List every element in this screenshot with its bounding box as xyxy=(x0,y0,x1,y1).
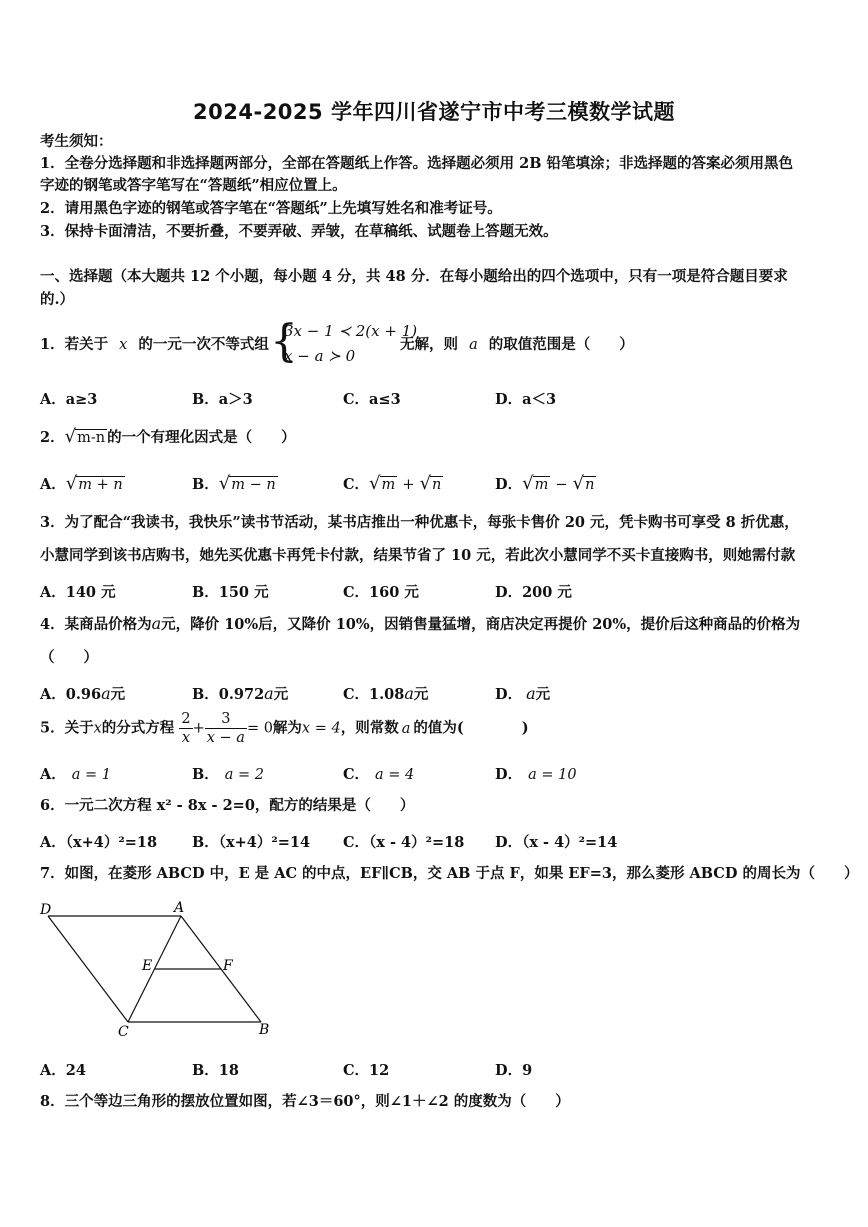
q4-option-c-label: C．1.08 xyxy=(343,686,405,703)
q4-option-c-unit: 元 xyxy=(413,686,429,703)
q7-option-a: A．24 xyxy=(40,1062,86,1079)
q4-option-c-var: a xyxy=(404,684,414,703)
q1-stem xyxy=(40,335,269,355)
q5-solution: x = 4 xyxy=(301,720,341,737)
q1-brace: { xyxy=(270,316,298,367)
q5-option-d-value: a = 10 xyxy=(528,767,577,783)
q5-option-b-value: a = 2 xyxy=(224,767,265,783)
q1-option-b: B．a＞3 xyxy=(192,391,253,408)
q1-system-row1: 3x − 1 ≺ 2(x + 1) xyxy=(284,322,418,340)
q5-fraction-2 xyxy=(205,710,247,747)
q3-stem-cont: 小慧同学到该书店购书，她先买优惠卡再凭卡付款，结果节省了 10 元，若此次小慧同学不买卡直接购书，则她需付款 xyxy=(40,547,796,564)
q2-option-a-label: A． xyxy=(40,476,66,493)
q2-option-c-radicand-1: m xyxy=(381,477,396,493)
q2-option-d xyxy=(495,473,596,494)
q2-option-d-minus: − xyxy=(555,477,568,493)
q5-option-b xyxy=(192,763,264,784)
q5-stem xyxy=(40,710,529,747)
q1-system-row2: x − a ≻ 0 xyxy=(284,347,356,365)
q7-rhombus-figure xyxy=(36,900,276,1040)
q4-option-a-var: a xyxy=(101,684,111,703)
q7-label-b: B xyxy=(259,1022,270,1038)
q2-option-d-radicand-1: m xyxy=(534,477,549,493)
q2-radical-sign: √ xyxy=(64,426,77,447)
q1-end: 的取值范围是（ ） xyxy=(488,336,634,353)
q2-option-c-plus: + xyxy=(402,477,415,493)
q5-mid2: 解为 xyxy=(272,719,302,737)
q2-option-a-radicand: m + n xyxy=(78,477,123,493)
q5-option-a xyxy=(40,763,111,784)
q4-option-d xyxy=(495,683,550,704)
q7-label-d: D xyxy=(40,902,52,918)
section-heading-cont: 的.） xyxy=(40,291,75,308)
q5-frac1-den: x xyxy=(181,730,191,746)
q4-stem xyxy=(40,614,800,635)
q5-fraction-1 xyxy=(179,710,192,747)
q5-option-d-label: D． xyxy=(495,766,523,783)
q5-option-c-label: C． xyxy=(343,766,370,783)
q4-pre: 4．某商品价格为 xyxy=(40,616,152,633)
q5-option-c-value: a = 4 xyxy=(375,767,415,783)
q5-frac2-num: 3 xyxy=(205,710,247,729)
q2-option-a-radical: √ xyxy=(65,473,78,494)
q4-option-a-label: A．0.96 xyxy=(40,686,102,703)
q1-var-x: x xyxy=(119,337,128,353)
q7-option-c: C．12 xyxy=(343,1062,390,1079)
q4-option-d-var: a xyxy=(526,684,536,703)
q2-option-a xyxy=(40,473,125,494)
notice-item-3: 3．保持卡面清洁，不要折叠，不要弄破、弄皱，在草稿纸、试题卷上答题无效。 xyxy=(40,223,558,240)
q2-option-c-radical-1: √ xyxy=(369,473,381,494)
q2-option-c xyxy=(343,473,443,494)
q5-frac2-den: x − a xyxy=(206,730,245,746)
q7-label-f: F xyxy=(223,958,233,974)
q2-option-b-radicand: m − n xyxy=(231,477,276,493)
q7-edge-dc xyxy=(48,916,128,1022)
q5-var-x: x xyxy=(93,720,102,737)
q2-option-c-label: C． xyxy=(343,476,370,493)
q7-label-e: E xyxy=(142,958,153,974)
q7-label-c: C xyxy=(118,1024,129,1040)
q5-option-c xyxy=(343,763,414,784)
q5-pre: 5．关于 xyxy=(40,719,94,737)
q5-option-a-label: A． xyxy=(40,766,66,783)
q1-option-c: C．a≤3 xyxy=(343,391,401,408)
q3-stem: 3．为了配合“我读书，我快乐”读书节活动，某书店推出一种优惠卡，每张卡售价 20 元，凭卡购书可享受 8 折优惠， xyxy=(40,514,799,531)
q5-option-d xyxy=(495,763,577,784)
q1-option-a: A．a≥3 xyxy=(40,391,98,408)
q7-option-d: D．9 xyxy=(495,1062,533,1079)
q1-stem-end xyxy=(400,335,634,355)
q1-mid: 的一元一次不等式组 xyxy=(138,336,269,353)
q6-option-b: B．（x+4）²=14 xyxy=(192,834,311,851)
q7-option-b: B．18 xyxy=(192,1062,239,1079)
page-title: 2024-2025 学年四川省遂宁市中考三模数学试题 xyxy=(193,100,675,124)
q4-stem-cont: （ ） xyxy=(40,649,98,666)
q4-option-b xyxy=(192,683,288,704)
q5-option-a-value: a = 1 xyxy=(71,767,112,783)
q2-option-d-radical-2: √ xyxy=(572,473,585,494)
section-heading: 一、选择题（本大题共 12 个小题，每小题 4 分，共 48 分．在每小题给出的四个选项中，只有一项是符合题目要求 xyxy=(40,268,788,285)
q2-option-c-radicand-2: n xyxy=(432,477,442,493)
q5-var-a: a xyxy=(401,720,411,737)
q1-option-d: D．a＜3 xyxy=(495,391,557,408)
q6-stem: 6．一元二次方程 x² - 8x - 2=0，配方的结果是（ ） xyxy=(40,797,415,814)
q2-option-d-radicand-2: n xyxy=(585,477,595,493)
notice-heading: 考生须知： xyxy=(40,133,113,150)
q3-option-d: D．200 元 xyxy=(495,584,572,601)
q5-end: 的值为( ) xyxy=(413,719,529,737)
q5-frac1-num: 2 xyxy=(181,711,191,727)
q4-option-d-unit: 元 xyxy=(535,686,551,703)
q1-pre: 1．若关于 xyxy=(40,336,109,353)
q5-mid3: ，则常数 xyxy=(340,719,399,737)
q4-option-b-unit: 元 xyxy=(273,686,289,703)
notice-item-1-cont: 字迹的钢笔或答字笔写在“答题纸”相应位置上。 xyxy=(40,177,347,194)
q4-option-c xyxy=(343,683,428,704)
q5-eq: = 0 xyxy=(246,720,273,737)
q4-var-a: a xyxy=(151,614,162,633)
q1-post: 无解，则 xyxy=(400,336,458,353)
q4-option-b-var: a xyxy=(264,684,274,703)
q3-option-a: A．140 元 xyxy=(40,584,116,601)
q4-option-b-label: B．0.972 xyxy=(192,686,265,703)
notice-item-1: 1．全卷分选择题和非选择题两部分，全部在答题纸上作答。选择题必须用 2B 铅笔填涂；非选择题的答案必须用黑色 xyxy=(40,155,794,172)
q2-option-b-radical: √ xyxy=(218,473,231,494)
q2-stem xyxy=(40,427,296,448)
q3-option-b: B．150 元 xyxy=(192,584,269,601)
q5-plus: + xyxy=(192,720,205,737)
q4-option-d-label: D． xyxy=(495,686,523,703)
q4-option-a xyxy=(40,683,125,704)
q7-label-a: A xyxy=(174,900,185,916)
q2-option-b xyxy=(192,473,278,494)
q6-option-d: D．（x - 4）²=14 xyxy=(495,834,618,851)
q8-stem: 8．三个等边三角形的摆放位置如图，若∠3＝60°，则∠1＋∠2 的度数为（ ） xyxy=(40,1093,570,1110)
q2-option-d-label: D． xyxy=(495,476,523,493)
notice-item-2: 2．请用黑色字迹的钢笔或答字笔在“答题纸”上先填写姓名和准考证号。 xyxy=(40,200,502,217)
q2-option-c-radical-2: √ xyxy=(419,473,432,494)
q2-option-d-radical-1: √ xyxy=(522,473,534,494)
q3-option-c: C．160 元 xyxy=(343,584,419,601)
q7-stem: 7．如图，在菱形 ABCD 中，E 是 AC 的中点，EF∥CB，交 AB 于点 F，如果 EF=3，那么菱形 ABCD 的周长为（ ） xyxy=(40,865,859,882)
q2-radicand: m-n xyxy=(77,430,106,446)
q5-option-b-label: B． xyxy=(192,766,219,783)
q2-end: 的一个有理化因式是（ ） xyxy=(107,429,296,446)
q6-option-c: C．（x - 4）²=18 xyxy=(343,834,465,851)
q2-pre: 2． xyxy=(40,429,65,446)
q4-option-a-unit: 元 xyxy=(110,686,126,703)
q5-mid: 的分式方程 xyxy=(101,719,175,737)
q2-option-b-label: B． xyxy=(192,476,219,493)
q6-option-a: A．（x+4）²=18 xyxy=(40,834,158,851)
q4-post: 元，降价 10%后，又降价 10%，因销售量猛增，商店决定再提价 20%，提价后这种商品的价格为 xyxy=(161,616,801,633)
q1-var-a: a xyxy=(469,337,478,353)
